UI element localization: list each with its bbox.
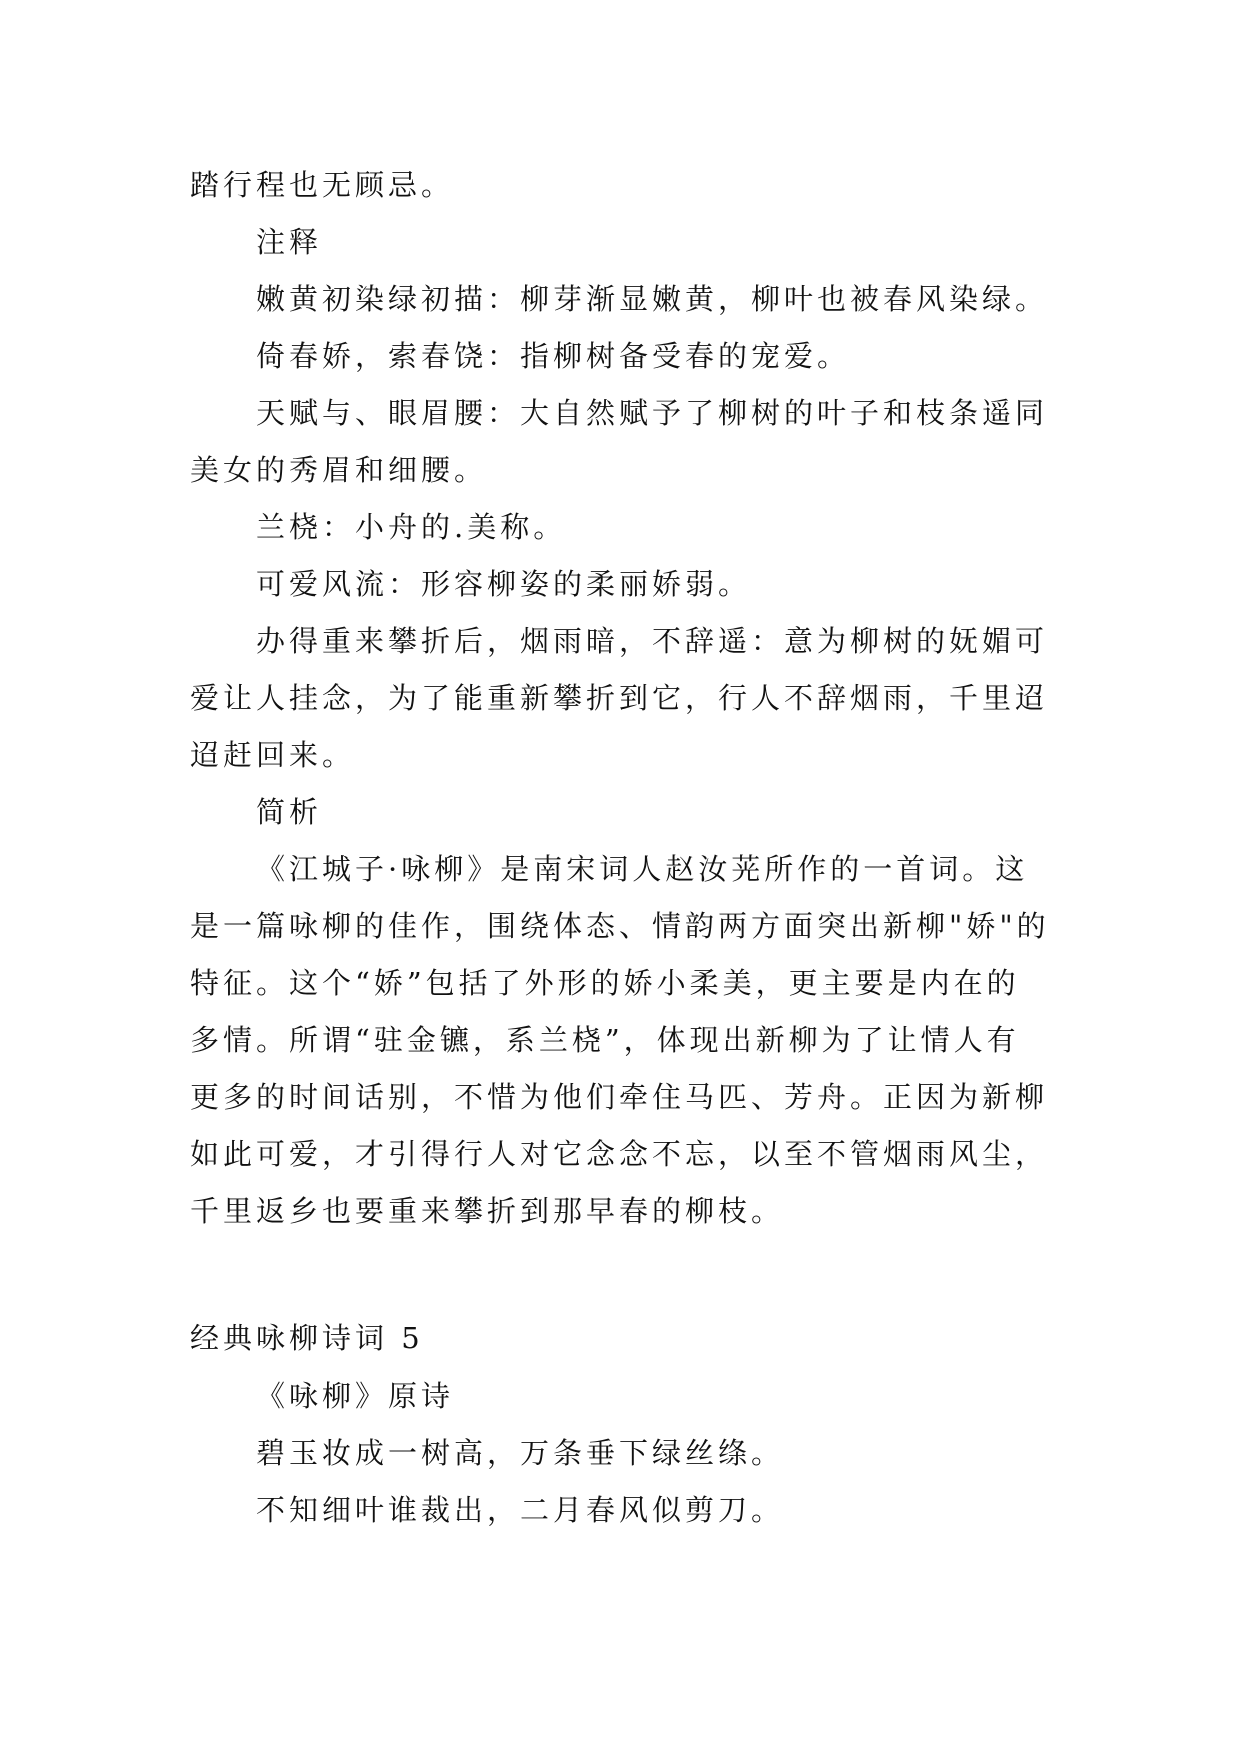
analysis-line: 如此可爱，才引得行人对它念念不忘，以至不管烟雨风尘， xyxy=(190,1137,1049,1171)
analysis-line: 《江城子·咏柳》是南宋词人赵汝茪所作的一首词。这 xyxy=(256,852,1029,886)
analysis-line: 特征。这个“娇”包括了外形的娇小柔美，更主要是内在的 xyxy=(190,966,1020,1000)
analysis-line: 多情。所谓“驻金镳，系兰桡”，体现出新柳为了让情人有 xyxy=(190,1023,1020,1057)
analysis-line: 千里返乡也要重来攀折到那早春的柳枝。 xyxy=(190,1194,785,1228)
poem-line: 不知细叶谁裁出，二月春风似剪刀。 xyxy=(256,1493,785,1527)
section-heading-notes: 注释 xyxy=(256,225,323,259)
note-line: 美女的秀眉和细腰。 xyxy=(190,453,488,487)
analysis-line: 是一篇咏柳的佳作，围绕体态、情韵两方面突出新柳"娇"的 xyxy=(190,909,1050,943)
note-line: 倚春娇，索春饶：指柳树备受春的宠爱。 xyxy=(256,339,851,373)
note-line: 爱让人挂念，为了能重新攀折到它，行人不辞烟雨，千里迢 xyxy=(190,681,1049,715)
note-line: 兰桡：小舟的.美称。 xyxy=(256,510,567,544)
note-line: 嫩黄初染绿初描：柳芽渐显嫩黄，柳叶也被春风染绿。 xyxy=(256,282,1049,316)
note-line: 办得重来攀折后，烟雨暗，不辞遥：意为柳树的妩媚可 xyxy=(256,624,1049,658)
poem-title: 《咏柳》原诗 xyxy=(256,1379,455,1413)
paragraph-line: 踏行程也无顾忌。 xyxy=(190,168,455,202)
note-line: 天赋与、眼眉腰：大自然赋予了柳树的叶子和枝条遥同 xyxy=(256,396,1049,430)
poem-line: 碧玉妆成一树高，万条垂下绿丝绦。 xyxy=(256,1436,785,1470)
section-heading-analysis: 简析 xyxy=(256,795,323,829)
analysis-line: 更多的时间话别，不惜为他们牵住马匹、芳舟。正因为新柳 xyxy=(190,1080,1049,1114)
section-title: 经典咏柳诗词 5 xyxy=(190,1321,424,1355)
note-line: 迢赶回来。 xyxy=(190,738,356,772)
note-line: 可爱风流：形容柳姿的柔丽娇弱。 xyxy=(256,567,752,601)
